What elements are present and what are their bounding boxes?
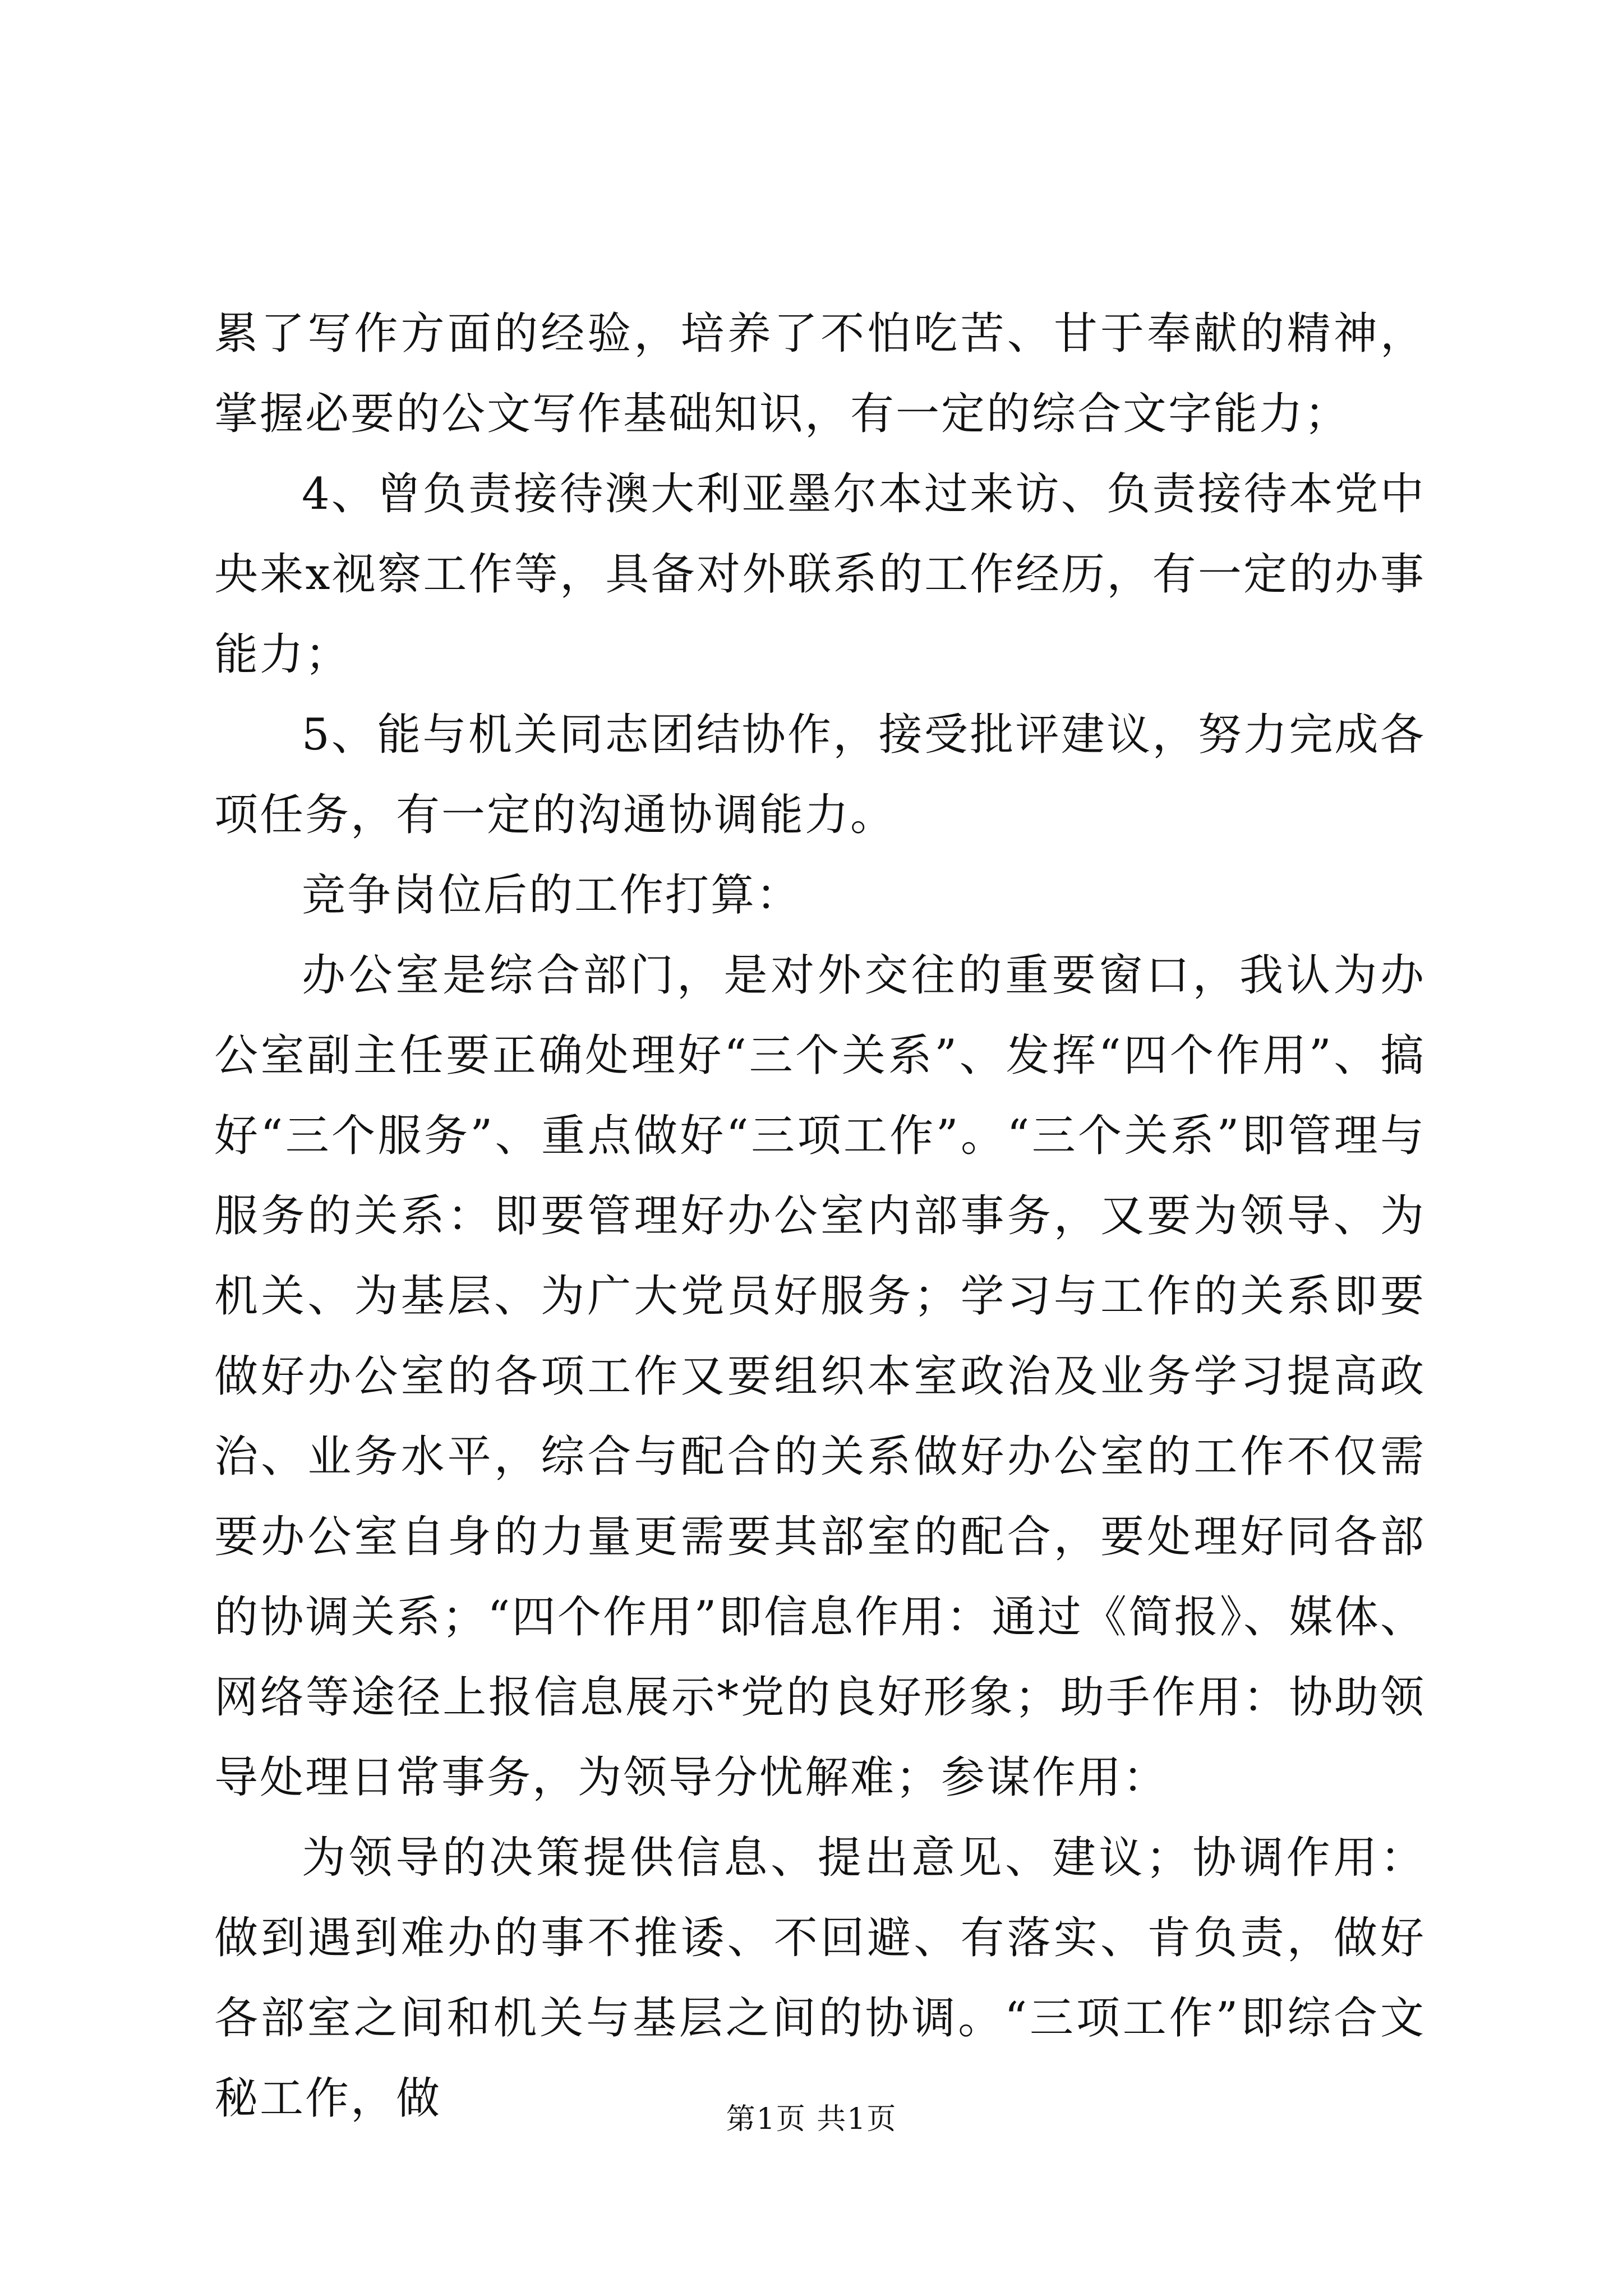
paragraph-decision-support: 为领导的决策提供信息、提出意见、建议；协调作用：做到遇到难办的事不推诿、不回避、有落实、肯负责，做好各部室之间和机关与基层之间的协调。“三项工作”即综合文秘工作，做: [214, 1833, 1426, 2124]
page-footer: 第1页 共1页: [726, 2102, 897, 2136]
document-body: [214, 294, 1426, 2139]
section-heading-work-plan: 竞争岗位后的工作打算：: [302, 870, 802, 921]
paragraph-continuation: 累了写作方面的经验，培养了不怕吃苦、甘于奉献的精神，掌握必要的公文写作基础知识，有一定的综合文字能力；: [214, 309, 1426, 439]
paragraph-office-role: 办公室是综合部门，是对外交往的重要窗口，我认为办公室副主任要正确处理好“三个关系”、发挥“四个作用”、搞好“三个服务”、重点做好“三项工作”。“三个关系”即管理与服务的关系：即要管理好办公室内部事务，又要为领导、为机关、为基层、为广大党员好服务；学习与工作的关系即要做好办公室的各项工作又要组织本室政治及业务学习提高政治、业务水平，综合与配合的关系做好办公室的工作不仅需要办公室自身的力量更需要其部室的配合，要处理好同各部的协调关系；“四个作用”即信息作用：通过《简报》、媒体、网络等途径上报信息展示*党的良好形象；助手作用：协助领导处理日常事务，为领导分忧解难；参谋作用：: [214, 950, 1426, 1803]
paragraph-item-4: 4、曾负责接待澳大利亚墨尔本过来访、负责接待本党中央来x视察工作等，具备对外联系的工作经历，有一定的办事能力；: [214, 469, 1426, 680]
paragraph-item-5: 5、能与机关同志团结协作，接受批评建议，努力完成各项任务，有一定的沟通协调能力。: [214, 710, 1426, 840]
